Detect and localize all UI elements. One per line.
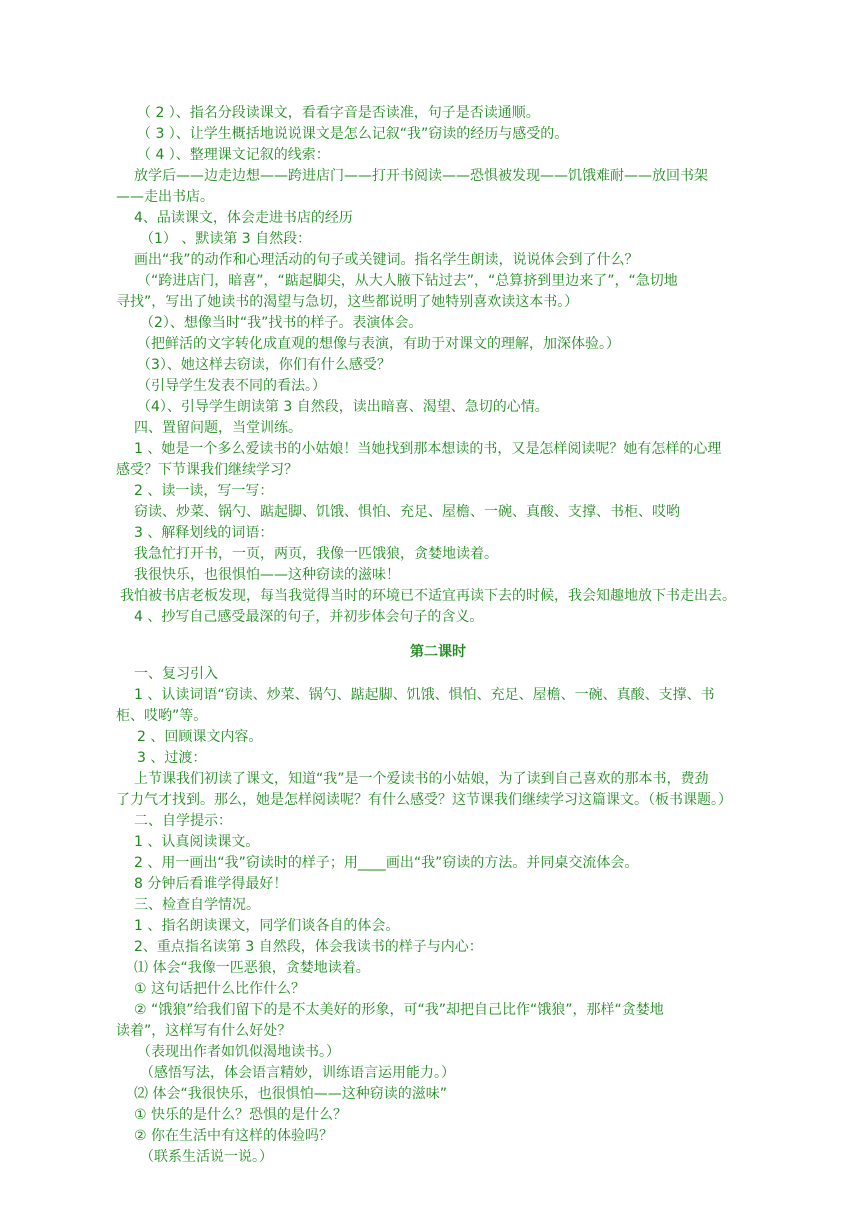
text-line: ——走出书店。: [116, 189, 214, 205]
text-line: （“跨进店门，暗喜”，“踮起脚尖，从大人腋下钻过去”，“总算挤到里边来了”，“急切地: [137, 273, 678, 289]
text-line: 了力气才找到。那么，她是怎样阅读呢？有什么感受？这节课我们继续学习这篇课文。（板书课题。）: [116, 792, 732, 808]
text-line: （ 4 ）、整理课文记叙的线索：: [137, 147, 330, 163]
text-line: ⑵ 体会“我很快乐，也很惧怕——这种窃读的滋味”: [134, 1086, 447, 1102]
text-line: 4、品读课文，体会走进书店的经历: [134, 210, 353, 226]
text-line: 3 、过渡：: [137, 750, 207, 766]
text-line: ② 你在生活中有这样的体验吗？: [134, 1128, 334, 1144]
text-line: 4 、抄写自己感受最深的句子，并初步体会句子的含义。: [134, 609, 484, 625]
text-line: （4）、引导学生朗读第 3 自然段，读出暗喜、渴望、急切的心情。: [137, 399, 549, 415]
text-line: 上节课我们初读了课文，知道“我”是一个爱读书的小姑娘，为了读到自己喜欢的那本书，费劲: [134, 771, 709, 787]
text-line: 2、重点指名读第 3 自然段，体会我读书的样子与内心：: [134, 939, 483, 955]
text-line: 1 、认真阅读课文。: [134, 834, 260, 850]
text-line: （表现出作者如饥似渴地读书。）: [137, 1044, 340, 1060]
text-line: 2 、用一画出“我”窃读时的样子；用____画出“我”窃读的方法。并同桌交流体会。: [134, 855, 639, 871]
text-line: 8 分钟后看谁学得最好！: [134, 876, 288, 892]
text-line: 放学后——边走边想——跨进店门——打开书阅读——恐惧被发现——饥饿难耐——放回书架: [134, 168, 708, 184]
text-line: 读着”，这样写有什么好处？: [116, 1023, 292, 1039]
text-line: （引导学生发表不同的看法。）: [137, 378, 326, 394]
text-line: 画出“我”的动作和心理活动的句子或关键词。指名学生朗读，说说体会到了什么？: [134, 252, 639, 268]
text-line: 一、复习引入: [134, 666, 218, 682]
text-line: 我急忙打开书，一页，两页，我像一匹饿狼，贪婪地读着。: [134, 546, 498, 562]
text-line: 三、检查自学情况。: [134, 897, 260, 913]
text-line: ⑴ 体会“我像一匹恶狼，贪婪地读着。: [134, 960, 370, 976]
text-line: 四、置留问题，当堂训练。: [134, 420, 302, 436]
text-line: 1 、指名朗读课文，同学们谈各自的体会。: [134, 918, 400, 934]
text-line: （1） 、默读第 3 自然段：: [140, 231, 312, 247]
text-line: （2）、想像当时“我”找书的样子。表演体会。: [140, 315, 423, 331]
text-line: 2 、回顾课文内容。: [137, 729, 263, 745]
text-line: （联系生活说一说。）: [140, 1149, 273, 1165]
text-line: 我怕被书店老板发现，每当我觉得当时的环境已不适宜再读下去的时候，我会知趣地放下书走出去。: [120, 588, 736, 604]
text-line: 1 、认读词语“窃读、炒菜、锅勺、踮起脚、饥饿、惧怕、充足、屋檐、一碗、真酸、支撑、书: [134, 687, 715, 703]
text-line: （把鲜活的文字转化成直观的想像与表演，有助于对课文的理解，加深体验。）: [137, 336, 620, 352]
text-line: 感受？下节课我们继续学习？: [116, 462, 298, 478]
text-line: ① 快乐的是什么？恐惧的是什么？: [134, 1107, 348, 1123]
text-line: （ 3 ）、让学生概括地说说课文是怎么记叙“我”窃读的经历与感受的。: [137, 126, 569, 142]
text-line: （3）、她这样去窃读，你们有什么感受？: [137, 357, 391, 373]
text-line: 我很快乐，也很惧怕——这种窃读的滋味！: [134, 567, 400, 583]
text-line: 二、自学提示：: [134, 813, 232, 829]
text-line: ② “饿狼”给我们留下的是不太美好的形象，可“我”却把自己比作“饿狼”，那样“贪婪地: [134, 1002, 664, 1018]
text-line: 2 、读一读，写一写：: [134, 483, 274, 499]
text-line: （感悟写法，体会语言精妙，训练语言运用能力。）: [140, 1065, 455, 1081]
text-line: 柜、哎哟”等。: [116, 708, 208, 724]
text-line: 1 、她是一个多么爱读书的小姑娘！当她找到那本想读的书，又是怎样阅读呢？她有怎样的心理: [134, 441, 722, 457]
text-line: ① 这句话把什么比作什么？: [134, 981, 306, 997]
text-line: （ 2 ）、指名分段读课文，看看字音是否读准，句子是否读通顺。: [137, 105, 540, 121]
text-line: 3 、解释划线的词语：: [134, 525, 274, 541]
text-line: 寻找”，写出了她读书的渴望与急切，这些都说明了她特别喜欢读这本书。）: [116, 294, 579, 310]
text-line: 窃读、炒菜、锅勺、踮起脚、饥饿、惧怕、充足、屋檐、一碗、真酸、支撑、书柜、哎哟: [134, 504, 680, 520]
section-heading: 第二课时: [410, 644, 466, 660]
